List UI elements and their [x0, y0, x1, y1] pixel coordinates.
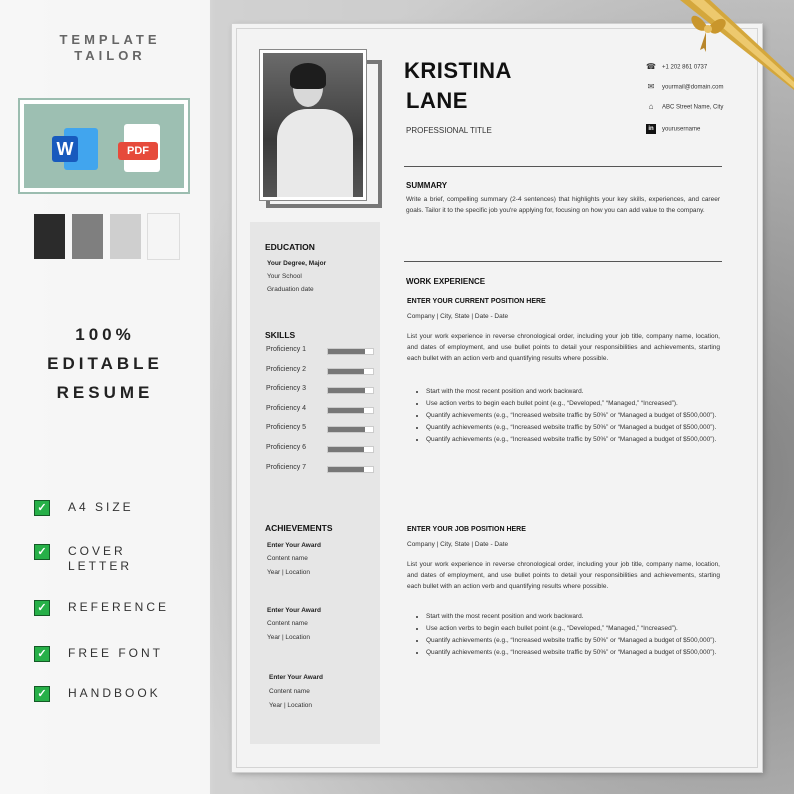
file-format-box [18, 98, 190, 194]
contact-phone: ☎ +1 202 861 0737 [646, 62, 708, 71]
color-swatch-light-gray [110, 214, 141, 259]
divider [404, 261, 722, 262]
skill-label: Proficiency 3 [266, 385, 307, 393]
brand-line2: TAILOR [74, 48, 146, 63]
list-item: • Quantify achievements (e.g., “Increased website traffic by 50%” or “Managed a budget of $500,000”). [426, 410, 736, 422]
skill-level-fill [328, 388, 365, 393]
job-description: List your work experience in reverse chronological order, including your job title, company name, location, and dates of employment, and use bullet points to detail your responsibilities and achievements, starting each bullet with an action verb and quantifying results where possible. [407, 561, 720, 590]
color-swatch-white [148, 214, 179, 259]
location-icon: ⌂ [648, 102, 654, 111]
candidate-name: KRISTINA LANE [404, 58, 512, 113]
skill-level-fill [328, 447, 364, 452]
education-date: Graduation date [267, 286, 314, 293]
brand-logo [40, 32, 180, 64]
job-bullets [410, 386, 736, 446]
mail-icon: ✉ [647, 82, 655, 91]
skill-label: Proficiency 5 [266, 424, 307, 432]
check-icon: ✓ [34, 544, 50, 560]
award-content: Content name [267, 555, 308, 562]
contact-address: ⌂ ABC Street Name, City [646, 102, 723, 112]
pdf-icon: PDF [124, 124, 160, 172]
profile-photo [259, 49, 367, 201]
list-item: • Start with the most recent position and work backward. [426, 386, 736, 398]
summary-heading: SUMMARY [406, 181, 448, 190]
skill-level-bar [327, 446, 374, 453]
skill-level-fill [328, 369, 364, 374]
skill-level-fill [328, 349, 365, 354]
contact-linkedin: in yourusername [646, 124, 700, 134]
list-item: • Quantify achievements (e.g., “Increased website traffic by 50%” or “Managed a budget of $500,000”). [426, 422, 736, 434]
award-title: Enter Your Award [269, 674, 323, 681]
skill-level-bar [327, 407, 374, 414]
education-school: Your School [267, 273, 302, 280]
skills-heading: SKILLS [265, 330, 296, 340]
list-item: • Use action verbs to begin each bullet point (e.g., “Developed,” “Managed,” “Increased”). [426, 623, 736, 635]
skill-level-fill [328, 408, 364, 413]
education-heading: EDUCATION [265, 242, 315, 252]
word-icon: W [52, 126, 100, 172]
job-meta: Company | City, State | Date - Date [407, 541, 509, 548]
award-meta: Year | Location [269, 702, 313, 709]
job-description: List your work experience in reverse chronological order, including your job title, company name, location, and dates of employment, and use bullet points to detail your responsibilities and achievements, starting each bullet with an action verb and quantifying results where possible. [407, 333, 720, 362]
brand-line1: TEMPLATE [59, 32, 161, 47]
education-degree: Your Degree, Major [267, 260, 327, 267]
check-icon: ✓ [34, 646, 50, 662]
contact-email: ✉ yourmail@domain.com [647, 82, 724, 91]
gold-ribbon-icon [680, 0, 794, 90]
skill-level-bar [327, 368, 374, 375]
skill-level-bar [327, 466, 374, 473]
divider [404, 166, 722, 167]
resume-page [232, 24, 762, 772]
job-meta: Company | City, State | Date - Date [407, 313, 509, 320]
list-item: • Start with the most recent position and work backward. [426, 611, 736, 623]
check-icon: ✓ [34, 686, 50, 702]
skill-level-bar [327, 387, 374, 394]
skill-label: Proficiency 1 [266, 346, 307, 353]
job-title: ENTER YOUR JOB POSITION HERE [407, 526, 526, 533]
achievements-heading: ACHIEVEMENTS [265, 523, 333, 533]
skill-label: Proficiency 6 [266, 444, 307, 451]
award-meta: Year | Location [267, 569, 311, 576]
color-swatch-black [34, 214, 65, 259]
skill-label: Proficiency 7 [266, 463, 307, 471]
award-title: Enter Your Award [267, 542, 321, 549]
summary-text: Write a brief, compelling summary (2-4 sentences) that highlights your key skills, experiences, and career goals. Tailor it to the specific job you're applying for, focusing on how you can add value to the company. [406, 196, 720, 214]
award-content: Content name [269, 688, 310, 695]
skill-level-bar [327, 426, 374, 433]
check-icon: ✓ [34, 600, 50, 616]
professional-title: PROFESSIONAL TITLE [406, 126, 492, 135]
list-item: • Quantify achievements (e.g., “Increased website traffic by 50%” or “Managed a budget of $500,000”). [426, 434, 736, 446]
job-title: ENTER YOUR CURRENT POSITION HERE [407, 298, 546, 305]
color-swatch-gray [72, 214, 103, 259]
skill-label: Proficiency 2 [266, 365, 307, 373]
award-content: Content name [267, 620, 308, 627]
work-heading: WORK EXPERIENCE [406, 277, 486, 286]
linkedin-icon: in [646, 124, 656, 134]
phone-icon: ☎ [646, 62, 656, 71]
skill-label: Proficiency 4 [266, 404, 307, 412]
promo-panel: TEMPLATE TAILOR W PDF 100% EDITABLE RESUME ✓ A4 SIZE ✓ COVER LETTER ✓ REFERENCE ✓ FREE FONT ✓ HANDBOOK [0, 0, 210, 794]
award-title: Enter Your Award [267, 607, 321, 614]
check-icon: ✓ [34, 500, 50, 516]
award-meta: Year | Location [267, 634, 311, 641]
skill-level-fill [328, 467, 364, 472]
skill-level-fill [328, 427, 365, 432]
list-item: • Quantify achievements (e.g., “Increased website traffic by 50%” or “Managed a budget of $500,000”). [426, 647, 736, 659]
resume-sidebar [250, 222, 380, 744]
skill-level-bar [327, 348, 374, 355]
job-bullets [410, 611, 736, 659]
list-item: • Use action verbs to begin each bullet point (e.g., “Developed,” “Managed,” “Increased”). [426, 398, 736, 410]
list-item: • Quantify achievements (e.g., “Increased website traffic by 50%” or “Managed a budget of $500,000”). [426, 635, 736, 647]
editable-resume-promo: 100% EDITABLE RESUME [47, 325, 163, 402]
